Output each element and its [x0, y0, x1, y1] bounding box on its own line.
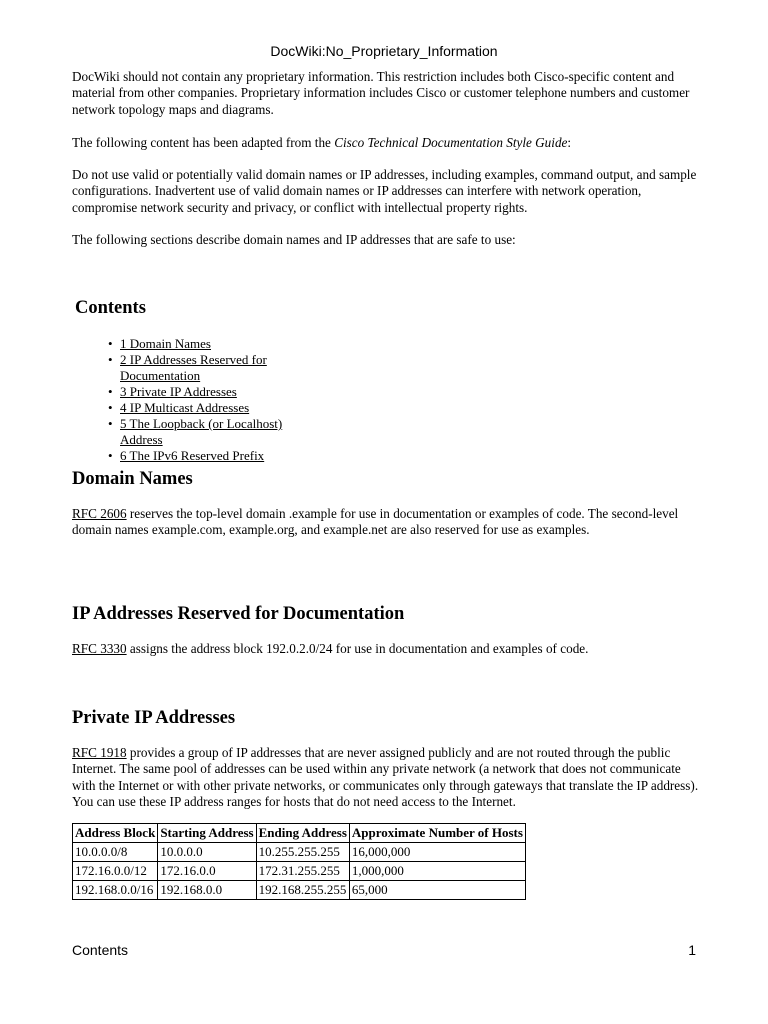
style-guide-title: Cisco Technical Documentation Style Guide [334, 135, 568, 150]
table-cell: 192.168.0.0 [158, 881, 256, 900]
table-cell: 1,000,000 [349, 862, 525, 881]
footer-section-label: Contents [72, 942, 129, 958]
domain-names-paragraph [72, 506, 702, 539]
table-header-row [73, 824, 526, 843]
ip-documentation-paragraph [72, 641, 588, 657]
table-cell: 10.0.0.0/8 [73, 843, 158, 862]
table-cell: 172.31.255.255 [256, 862, 349, 881]
col-starting-address: Starting Address [158, 824, 256, 843]
heading-private-ip: Private IP Addresses [72, 708, 236, 728]
col-approx-hosts: Approximate Number of Hosts [349, 824, 525, 843]
table-cell: 172.16.0.0/12 [73, 862, 158, 881]
bullet-icon: • [108, 448, 113, 463]
ip-documentation-text: assigns the address block 192.0.2.0/24 for use in documentation and examples of code. [126, 641, 589, 656]
toc-item [108, 448, 308, 464]
bullet-icon: • [108, 336, 113, 351]
table-cell: 172.16.0.0 [158, 862, 256, 881]
heading-ip-documentation: IP Addresses Reserved for Documentation [72, 604, 405, 624]
private-ip-table [72, 823, 526, 900]
rfc-1918-link[interactable]: RFC 1918 [72, 745, 127, 760]
intro-paragraph-4: The following sections describe domain names and IP addresses that are safe to use: [72, 232, 516, 247]
toc-item [108, 416, 308, 448]
bullet-icon: • [108, 384, 113, 399]
toc-link-private-ip[interactable]: 3 Private IP Addresses [120, 384, 237, 399]
rfc-2606-link[interactable]: RFC 2606 [72, 506, 127, 521]
intro-paragraph-1: DocWiki should not contain any proprietary information. This restriction includes both Cisco-specific content and material from other companies. Proprietary information includes Cisco or customer telephone numbers and customer network topology maps and diagrams. [72, 69, 690, 117]
toc-link-loopback[interactable]: 5 The Loopback (or Localhost) Address [120, 416, 283, 447]
page-number: 1 [688, 942, 696, 958]
private-ip-text: provides a group of IP addresses that are never assigned publicly and are not routed through the public Internet. The same pool of addresses can be used within any private network (a network that does not communicate with the Internet or with other private networks, or communicates only through gateways that translate the IP address). You can use these IP address ranges for hosts that do not need access to the Internet. [72, 745, 699, 809]
rfc-3330-link[interactable]: RFC 3330 [72, 641, 127, 656]
toc-list [108, 336, 308, 464]
toc-item [108, 384, 308, 400]
table-row [73, 862, 526, 881]
col-address-block: Address Block [73, 824, 158, 843]
table-row [73, 881, 526, 900]
toc-link-multicast[interactable]: 4 IP Multicast Addresses [120, 400, 250, 415]
bullet-icon: • [108, 352, 113, 367]
col-ending-address: Ending Address [256, 824, 349, 843]
table-cell: 16,000,000 [349, 843, 525, 862]
intro-p2-prefix: The following content has been adapted from the [72, 135, 335, 150]
bullet-icon: • [108, 400, 113, 415]
toc-link-ip-documentation[interactable]: 2 IP Addresses Reserved for Documentation [120, 352, 267, 383]
page-header: DocWiki:No_Proprietary_Information [270, 43, 498, 59]
heading-domain-names: Domain Names [72, 469, 193, 489]
table-row [73, 843, 526, 862]
table-cell: 192.168.0.0/16 [73, 881, 158, 900]
intro-paragraph-2 [72, 135, 571, 151]
table-cell: 192.168.255.255 [256, 881, 349, 900]
table-cell: 65,000 [349, 881, 525, 900]
toc-item [108, 400, 308, 416]
intro-p2-suffix: : [567, 135, 572, 150]
toc-item [108, 352, 308, 384]
table-cell: 10.0.0.0 [158, 843, 256, 862]
bullet-icon: • [108, 416, 113, 431]
toc-item [108, 336, 308, 352]
private-ip-paragraph [72, 745, 702, 810]
toc-link-ipv6[interactable]: 6 The IPv6 Reserved Prefix [120, 448, 265, 463]
toc-title: Contents [75, 298, 146, 318]
intro-paragraph-3: Do not use valid or potentially valid domain names or IP addresses, including examples, command output, and sample configurations. Inadvertent use of valid domain names or IP addresses can interfere with network operation, compromise network security and privacy, or conflict with intellectual property rights. [72, 167, 697, 215]
toc-link-domain-names[interactable]: 1 Domain Names [120, 336, 211, 351]
domain-names-text: reserves the top-level domain .example for use in documentation or examples of code. The second-level domain names example.com, example.org, and example.net are also reserved for use as examples. [72, 506, 679, 538]
table-cell: 10.255.255.255 [256, 843, 349, 862]
